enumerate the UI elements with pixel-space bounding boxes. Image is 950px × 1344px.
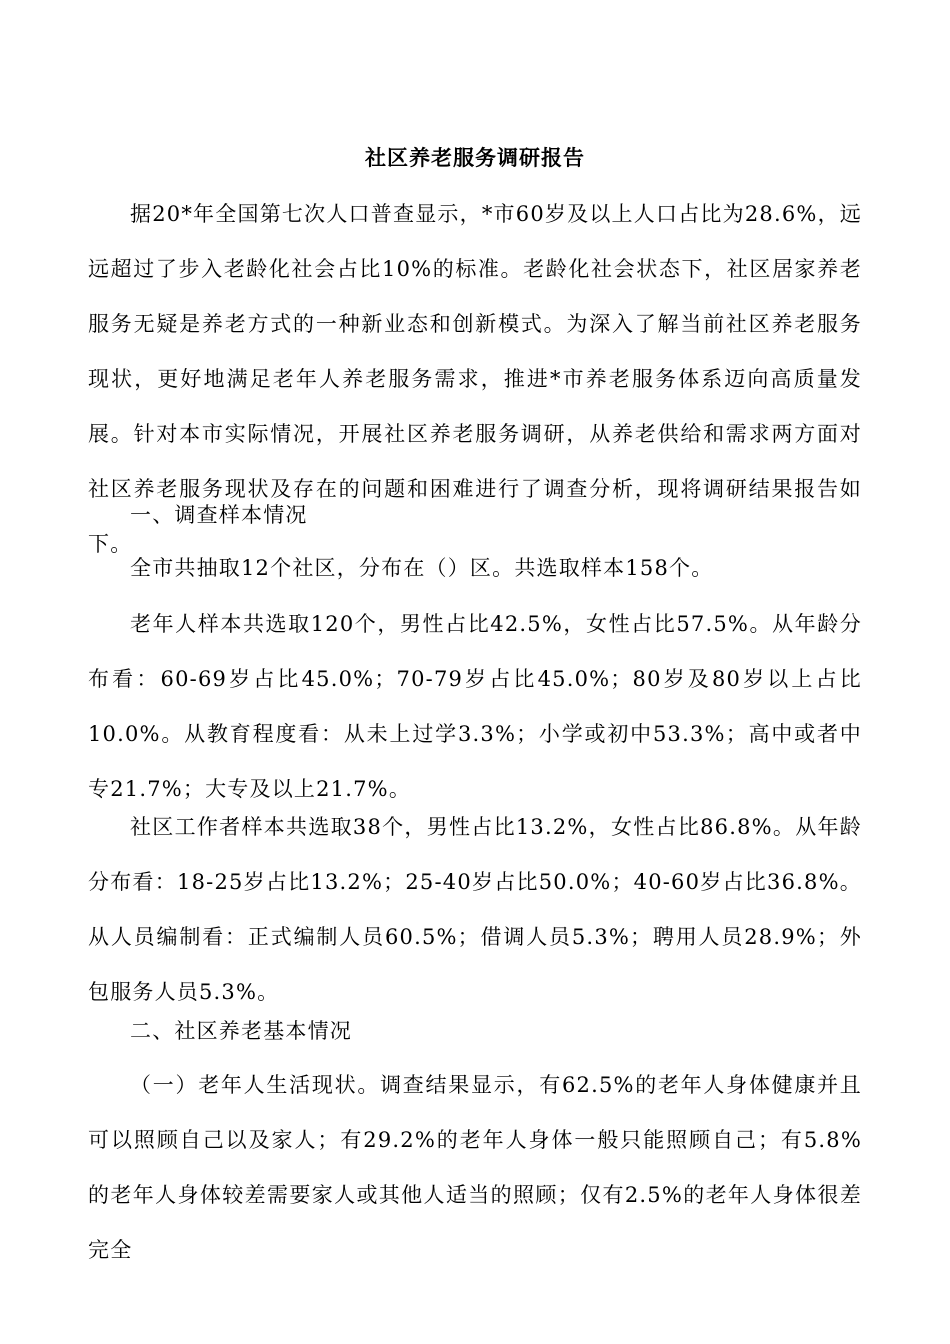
paragraph-elderly-sample: 老年人样本共选取120个，男性占比42.5%，女性占比57.5%。从年龄分布看：60-69岁占比45.0%；70-79岁占比45.0%；80岁及80岁以上占比10.0%。从教育程度看：从未上过学3.3%；小学或初中53.3%；高中或者中专21.7%；大专及以上21.7%。 xyxy=(88,612,862,801)
paragraph-community-sampling: 全市共抽取12个社区，分布在（）区。共选取样本158个。 xyxy=(130,556,714,580)
section-heading-basic: 二、社区养老基本情况 xyxy=(130,1019,352,1043)
intro-paragraph: 据20*年全国第七次人口普查显示，*市60岁及以上人口占比为28.6%，远远超过了步入老龄化社会占比10%的标准。老龄化社会状态下，社区居家养老服务无疑是养老方式的一种新业态和创新模式。为深入了解当前社区养老服务现状，更好地满足老年人养老服务需求，推进*市养老服务体系迈向高质量发展。针对本市实际情况，开展社区养老服务调研，从养老供给和需求两方面对社区养老服务现状及存在的问题和困难进行了调查分析，现将调研结果报告如下。 xyxy=(88,202,862,556)
document-title: 社区养老服务调研报告 xyxy=(365,145,585,170)
section-heading-sample: 一、调查样本情况 xyxy=(130,503,308,527)
paragraph-elderly-life: （一）老年人生活现状。调查结果显示，有62.5%的老年人身体健康并且可以照顾自己以及家人；有29.2%的老年人身体一般只能照顾自己；有5.8%的老年人身体较差需要家人或其他人适当的照顾；仅有2.5%的老年人身体很差完全 xyxy=(88,1073,862,1262)
paragraph-worker-sample: 社区工作者样本共选取38个，男性占比13.2%，女性占比86.8%。从年龄分布看：18-25岁占比13.2%；25-40岁占比50.0%；40-60岁占比36.8%。从人员编制看：正式编制人员60.5%；借调人员5.3%；聘用人员28.9%；外包服务人员5.3%。 xyxy=(88,815,862,1004)
